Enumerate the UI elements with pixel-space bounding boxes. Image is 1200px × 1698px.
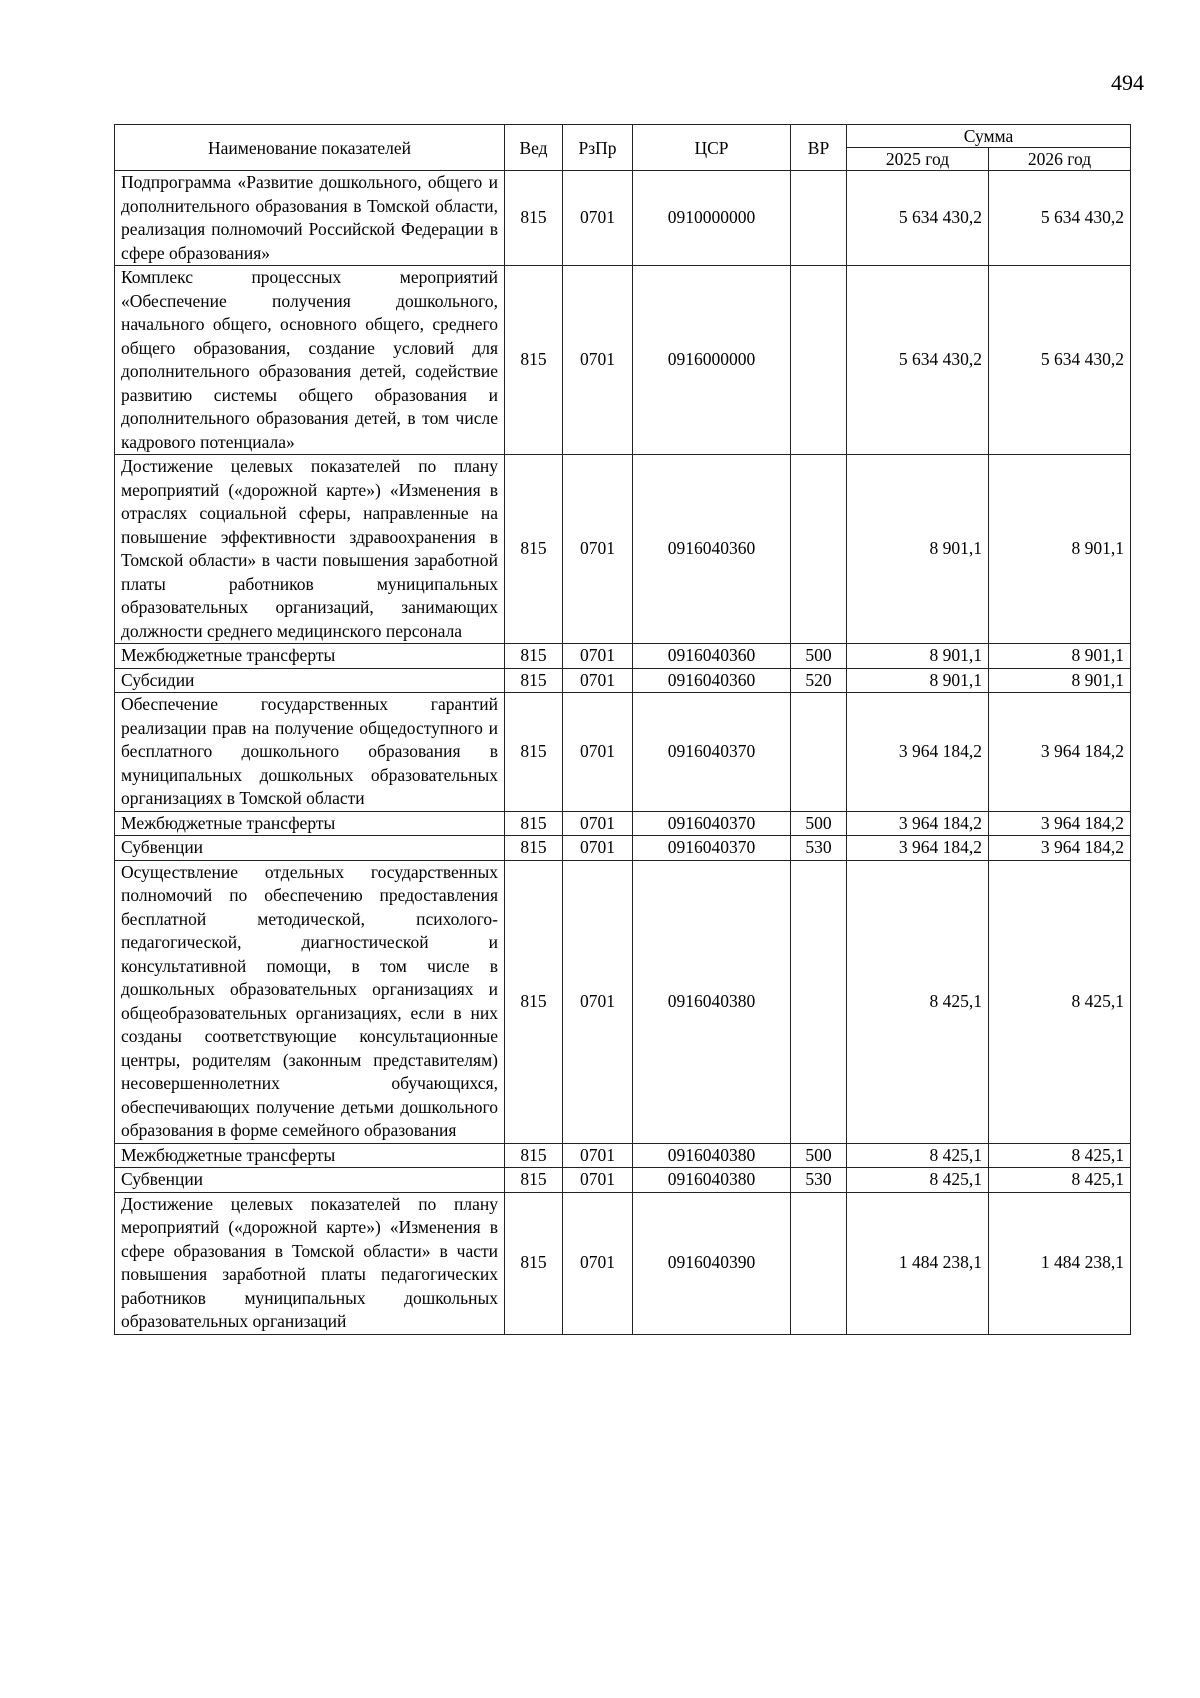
cell-vr: 530	[791, 836, 847, 861]
header-rzpr: РзПр	[563, 125, 633, 171]
cell-csr: 0916040390	[633, 1192, 791, 1334]
cell-name: Субвенции	[115, 836, 505, 861]
cell-rzpr: 0701	[563, 811, 633, 836]
cell-sum-2025: 3 964 184,2	[847, 811, 989, 836]
cell-rzpr: 0701	[563, 1168, 633, 1193]
cell-sum-2025: 8 901,1	[847, 455, 989, 644]
cell-csr: 0916040380	[633, 860, 791, 1143]
cell-name: Обеспечение государственных гарантий реализации прав на получение общедоступного и бесплатного дошкольного образования в муниципальных дошкольных образовательных организациях в Томской области	[115, 693, 505, 812]
cell-rzpr: 0701	[563, 1143, 633, 1168]
cell-vr: 500	[791, 1143, 847, 1168]
cell-name: Достижение целевых показателей по плану мероприятий («дорожной карте») «Изменения в отраслях социальной сферы, направленные на повышение эффективности здравоохранения в Томской области» в части повышения заработной платы работников муниципальных образовательных организаций, занимающих должности среднего медицинского персонала	[115, 455, 505, 644]
cell-csr: 0916040370	[633, 693, 791, 812]
cell-name: Субсидии	[115, 668, 505, 693]
table-row	[115, 811, 1131, 836]
cell-csr: 0916040370	[633, 836, 791, 861]
header-ved: Вед	[505, 125, 563, 171]
cell-csr: 0916040380	[633, 1168, 791, 1193]
budget-table	[114, 124, 1131, 1335]
cell-sum-2025: 5 634 430,2	[847, 266, 989, 455]
table-row	[115, 266, 1131, 455]
cell-ved: 815	[505, 668, 563, 693]
cell-sum-2025: 8 425,1	[847, 1168, 989, 1193]
cell-rzpr: 0701	[563, 266, 633, 455]
cell-name: Межбюджетные трансферты	[115, 1143, 505, 1168]
cell-ved: 815	[505, 811, 563, 836]
cell-vr	[791, 455, 847, 644]
header-name: Наименование показателей	[115, 125, 505, 171]
header-csr: ЦСР	[633, 125, 791, 171]
cell-name: Субвенции	[115, 1168, 505, 1193]
table-row	[115, 693, 1131, 812]
cell-rzpr: 0701	[563, 860, 633, 1143]
cell-ved: 815	[505, 644, 563, 669]
cell-csr: 0916040370	[633, 811, 791, 836]
cell-ved: 815	[505, 836, 563, 861]
table-row	[115, 644, 1131, 669]
header-year-2025: 2025 год	[847, 148, 989, 171]
cell-vr: 530	[791, 1168, 847, 1193]
cell-sum-2026: 8 901,1	[989, 668, 1131, 693]
cell-name: Комплекс процессных мероприятий «Обеспечение получения дошкольного, начального общего, основного общего, среднего общего образования, создание условий для дополнительного образования детей, содействие развитию системы общего образования и дополнительного образования детей, в том числе кадрового потенциала»	[115, 266, 505, 455]
cell-ved: 815	[505, 693, 563, 812]
cell-sum-2026: 3 964 184,2	[989, 693, 1131, 812]
cell-sum-2025: 8 901,1	[847, 644, 989, 669]
cell-vr: 500	[791, 644, 847, 669]
header-sum: Сумма	[847, 125, 1131, 148]
cell-csr: 0916040360	[633, 644, 791, 669]
cell-ved: 815	[505, 455, 563, 644]
cell-sum-2026: 1 484 238,1	[989, 1192, 1131, 1334]
cell-name: Достижение целевых показателей по плану мероприятий («дорожной карте») «Изменения в сфере образования в Томской области» в части повышения заработной платы педагогических работников муниципальных дошкольных образовательных организаций	[115, 1192, 505, 1334]
table-row	[115, 455, 1131, 644]
cell-vr	[791, 1192, 847, 1334]
cell-sum-2026: 5 634 430,2	[989, 266, 1131, 455]
cell-sum-2025: 8 425,1	[847, 860, 989, 1143]
cell-name: Подпрограмма «Развитие дошкольного, общего и дополнительного образования в Томской области, реализация полномочий Российской Федерации в сфере образования»	[115, 171, 505, 266]
cell-ved: 815	[505, 1168, 563, 1193]
cell-sum-2026: 8 425,1	[989, 1143, 1131, 1168]
cell-csr: 0916040380	[633, 1143, 791, 1168]
cell-rzpr: 0701	[563, 836, 633, 861]
header-year-2026: 2026 год	[989, 148, 1131, 171]
cell-ved: 815	[505, 1192, 563, 1334]
cell-vr	[791, 171, 847, 266]
cell-sum-2026: 3 964 184,2	[989, 836, 1131, 861]
cell-sum-2025: 3 964 184,2	[847, 836, 989, 861]
cell-rzpr: 0701	[563, 455, 633, 644]
table-row	[115, 171, 1131, 266]
table-row	[115, 836, 1131, 861]
cell-sum-2026: 3 964 184,2	[989, 811, 1131, 836]
cell-rzpr: 0701	[563, 693, 633, 812]
cell-sum-2026: 8 425,1	[989, 860, 1131, 1143]
cell-ved: 815	[505, 860, 563, 1143]
cell-sum-2025: 8 425,1	[847, 1143, 989, 1168]
cell-sum-2025: 1 484 238,1	[847, 1192, 989, 1334]
cell-vr: 500	[791, 811, 847, 836]
cell-vr: 520	[791, 668, 847, 693]
cell-rzpr: 0701	[563, 644, 633, 669]
cell-name: Межбюджетные трансферты	[115, 811, 505, 836]
cell-ved: 815	[505, 171, 563, 266]
table-body	[115, 171, 1131, 1335]
table-row	[115, 860, 1131, 1143]
cell-name: Осуществление отдельных государственных полномочий по обеспечению предоставления бесплатной методической, психолого-педагогической, диагностической и консультативной помощи, в том числе в дошкольных образовательных организациях и общеобразовательных организациях, если в них созданы соответствующие консультационные центры, родителям (законным представителям) несовершеннолетних обучающихся, обеспечивающих получение детьми дошкольного образования в форме семейного образования	[115, 860, 505, 1143]
cell-rzpr: 0701	[563, 668, 633, 693]
header-vr: ВР	[791, 125, 847, 171]
cell-sum-2025: 5 634 430,2	[847, 171, 989, 266]
cell-sum-2026: 8 901,1	[989, 455, 1131, 644]
cell-rzpr: 0701	[563, 171, 633, 266]
table-row	[115, 1192, 1131, 1334]
cell-rzpr: 0701	[563, 1192, 633, 1334]
cell-name: Межбюджетные трансферты	[115, 644, 505, 669]
cell-csr: 0910000000	[633, 171, 791, 266]
cell-sum-2026: 8 901,1	[989, 644, 1131, 669]
cell-ved: 815	[505, 1143, 563, 1168]
cell-vr	[791, 860, 847, 1143]
cell-sum-2025: 3 964 184,2	[847, 693, 989, 812]
cell-sum-2025: 8 901,1	[847, 668, 989, 693]
cell-csr: 0916040360	[633, 455, 791, 644]
table-row	[115, 668, 1131, 693]
cell-csr: 0916040360	[633, 668, 791, 693]
cell-sum-2026: 8 425,1	[989, 1168, 1131, 1193]
cell-ved: 815	[505, 266, 563, 455]
cell-vr	[791, 693, 847, 812]
cell-csr: 0916000000	[633, 266, 791, 455]
cell-sum-2026: 5 634 430,2	[989, 171, 1131, 266]
table-header	[115, 125, 1131, 171]
table-row	[115, 1168, 1131, 1193]
cell-vr	[791, 266, 847, 455]
page-number: 494	[1111, 70, 1144, 95]
table-row	[115, 1143, 1131, 1168]
